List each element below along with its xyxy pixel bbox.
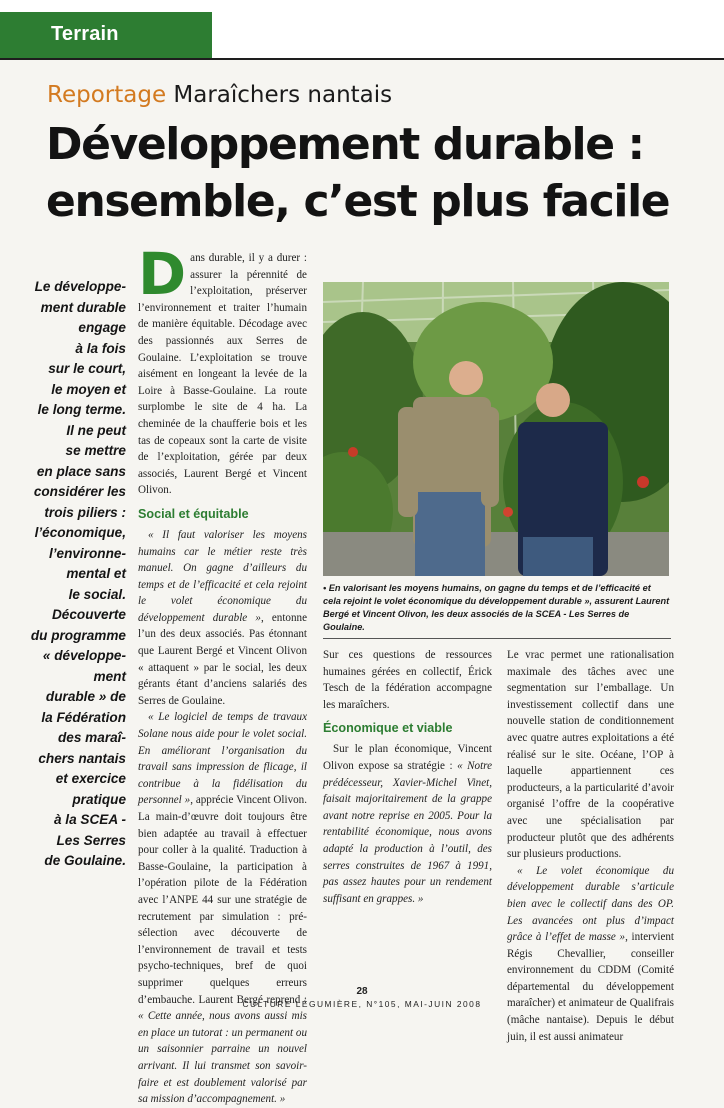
sidebar-line: la Fédération [41,709,126,725]
sidebar-line: sur le court, [48,361,126,376]
sidebar-line: trois piliers : [44,504,126,520]
sidebar-line: ment durable [40,299,126,315]
paragraph-4-rest: , intervient Régis Chevallier, conseiller environnement du CDDM (Comité départemental du développement maraîcher) et animateur de Qualifrais (mâche nantaise). Depuis le début juin, il est aussi animateur [507,931,674,1043]
quote-5: « Le volet économique du développement durable s’articule bien avec le collectif dans des OP. Les avancées ont plus d’impact grâce à l’effet de masse » [507,864,674,944]
sidebar-line: le social. [68,586,126,602]
sidebar-line: considérer les [33,484,126,499]
paragraph-2-rest: , apprécie Vincent Olivon. La main-d’œuvre doit toujours être bien adaptée au travail à effectuer pour coller à la qualité. Traduction à Basse-Goulaine, la participation à l’opération pilote de la Fédération avec l’ANPE 44 sur une stratégie de recrutement par simulation : pré-sélection avec découverte de l’environnement de travail et tests psycho-techniques, bref de quoi supprimer quelques erreurs d’embauche. Laurent Bergé reprend : [138,794,307,1006]
sidebar-line: mental et [66,566,126,581]
caption-rule [323,638,671,639]
page-footer [0,986,724,1010]
rubric-subject: Maraîchers nantais [173,82,393,108]
article-column-2 [323,647,492,907]
paragraph-3-start: Sur le plan économique, Vincent Olivon expose sa stratégie : [323,743,492,772]
drop-cap: D [138,240,187,308]
paragraph-2-end: Sur ces questions de ressources humaines gérées en collectif, Érick Tesch de la fédération accompagne les maraîchers. [323,649,492,711]
sidebar-line: chers nantais [38,750,126,766]
sidebar-line: Les Serres [56,832,126,848]
sidebar-line: ment [93,668,126,684]
sidebar-line: en place sans [36,463,126,479]
sidebar-line: des maraî- [57,730,126,745]
subhead-economique: Économique et viable [323,721,453,736]
quote-2: « Le logiciel de temps de travaux Solane nous aide pour le volet social. En améliorant l’organisation du travail sans impression de flicage, il contribue à la fidélisation du personnel » [138,711,307,807]
quote-3: « Cette année, nous avons aussi mis en place un tutorat : un permanent ou un saisonnier parraine un nouvel arrivant. Il lui transmet son savoir-faire et est doublement valorisé par sa mission d’accompagnement. » [138,1010,307,1106]
sidebar-line: le moyen et [51,381,126,397]
section-tag-label: Terrain [51,23,119,45]
sidebar-line: « développe- [42,648,126,663]
sidebar-line: de Goulaine. [44,853,126,868]
article-headline [46,116,686,230]
page-number: 28 [356,986,368,997]
sidebar-line: et exercice [55,771,126,786]
sidebar-line: durable » de [45,689,126,704]
top-banner [0,0,724,60]
photo-caption: • En valorisant les moyens humains, on gagne du temps et de l’efficacité et cela rejoint le volet économique du développement durable », assurent Laurent Bergé et Vincent Olivon, les deux associés de la SCEA - Les Serres de Goulaine. [323,583,670,632]
intro-paragraph: ans durable, il y a durer : assurer la pérennité de l’exploitation, préserver l’environnement et traiter l’humain de manière équitable. Décodage avec des passionnés aux Serres de Goulaine. L’exploitation se trouve aisément en longeant la levée de la Loire à Basse-Goulaine. La route surplombe le site de 4 ha. La cheminée de la chaufferie bois et les tas de copeaux sont la carte de visite de l’exploitation, gérée par deux associés, Laurent Bergé et Vincent Olivon. [138,252,307,497]
rubric-kicker: Reportage [47,82,167,108]
sidebar-line: Découverte [51,607,126,622]
sidebar-line: engage [78,320,126,335]
sidebar-line: pratique [72,791,126,807]
magazine-credit: CULTURE LÉGUMIÈRE, N°105, MAI-JUIN 2008 [242,999,482,1009]
sidebar-line: Il ne peut [66,422,126,438]
sidebar-line: se mettre [65,443,126,458]
sidebar-line: Le développe- [34,279,126,294]
sidebar-line: à la fois [75,340,126,356]
quote-1: « Il faut valoriser les moyens humains car le métier reste très manuel. On gagne d’ailleurs du temps et de l’efficacité et cela rejoint le volet économique du développement durable » [138,528,307,624]
quote-4: « Notre prédécesseur, Xavier-Michel Vinet, faisait majoritairement de la grappe avant notre reprise en 2005. Pour la rentabilité économique, nous avons adapté la production à l’outil, des serres construites de 1967 à 1991, pas assez hautes pour un rendement suffisant en grappes. » [323,759,492,905]
photo-growers-greenhouse [323,282,669,576]
rubric-line [47,80,392,110]
headline-line-2: ensemble, c’est plus facile [46,176,670,227]
paragraph-3-rest: Le vrac permet une rationalisation maximale des tâches avec une segmentation sur l’emballage. Un investissement collectif dans une nouvelle station de conditionnement avec quatre autres exploitations a été réalisé sur le site. Océane, l’OP à laquelle appartiennent ces producteurs, a la particularité d’avoir organisé l’offre de la coopérative avec une spécialisation par producteur plutôt que des adhérents sur plusieurs productions. [507,649,674,861]
article-column-1 [138,240,307,1108]
sidebar-line: du programme [30,627,126,643]
photo-illustration [323,282,669,576]
sidebar-line: l’environne- [48,545,126,561]
intro-sidebar [20,277,126,872]
sidebar-line: à la SCEA - [53,812,126,827]
subhead-social: Social et équitable [138,506,249,521]
sidebar-line: le long terme. [37,402,126,417]
section-tag [0,12,212,58]
sidebar-line: l’économique, [34,525,126,540]
headline-line-1: Développement durable : [46,119,644,170]
paragraph-1-rest: , entonne l’un des deux associés. Pas étonnant que Laurent Bergé et Vincent Olivon « attaquent » par le social, les deux gérants étant d’anciens salariés des Serres de Goulaine. [138,611,307,707]
